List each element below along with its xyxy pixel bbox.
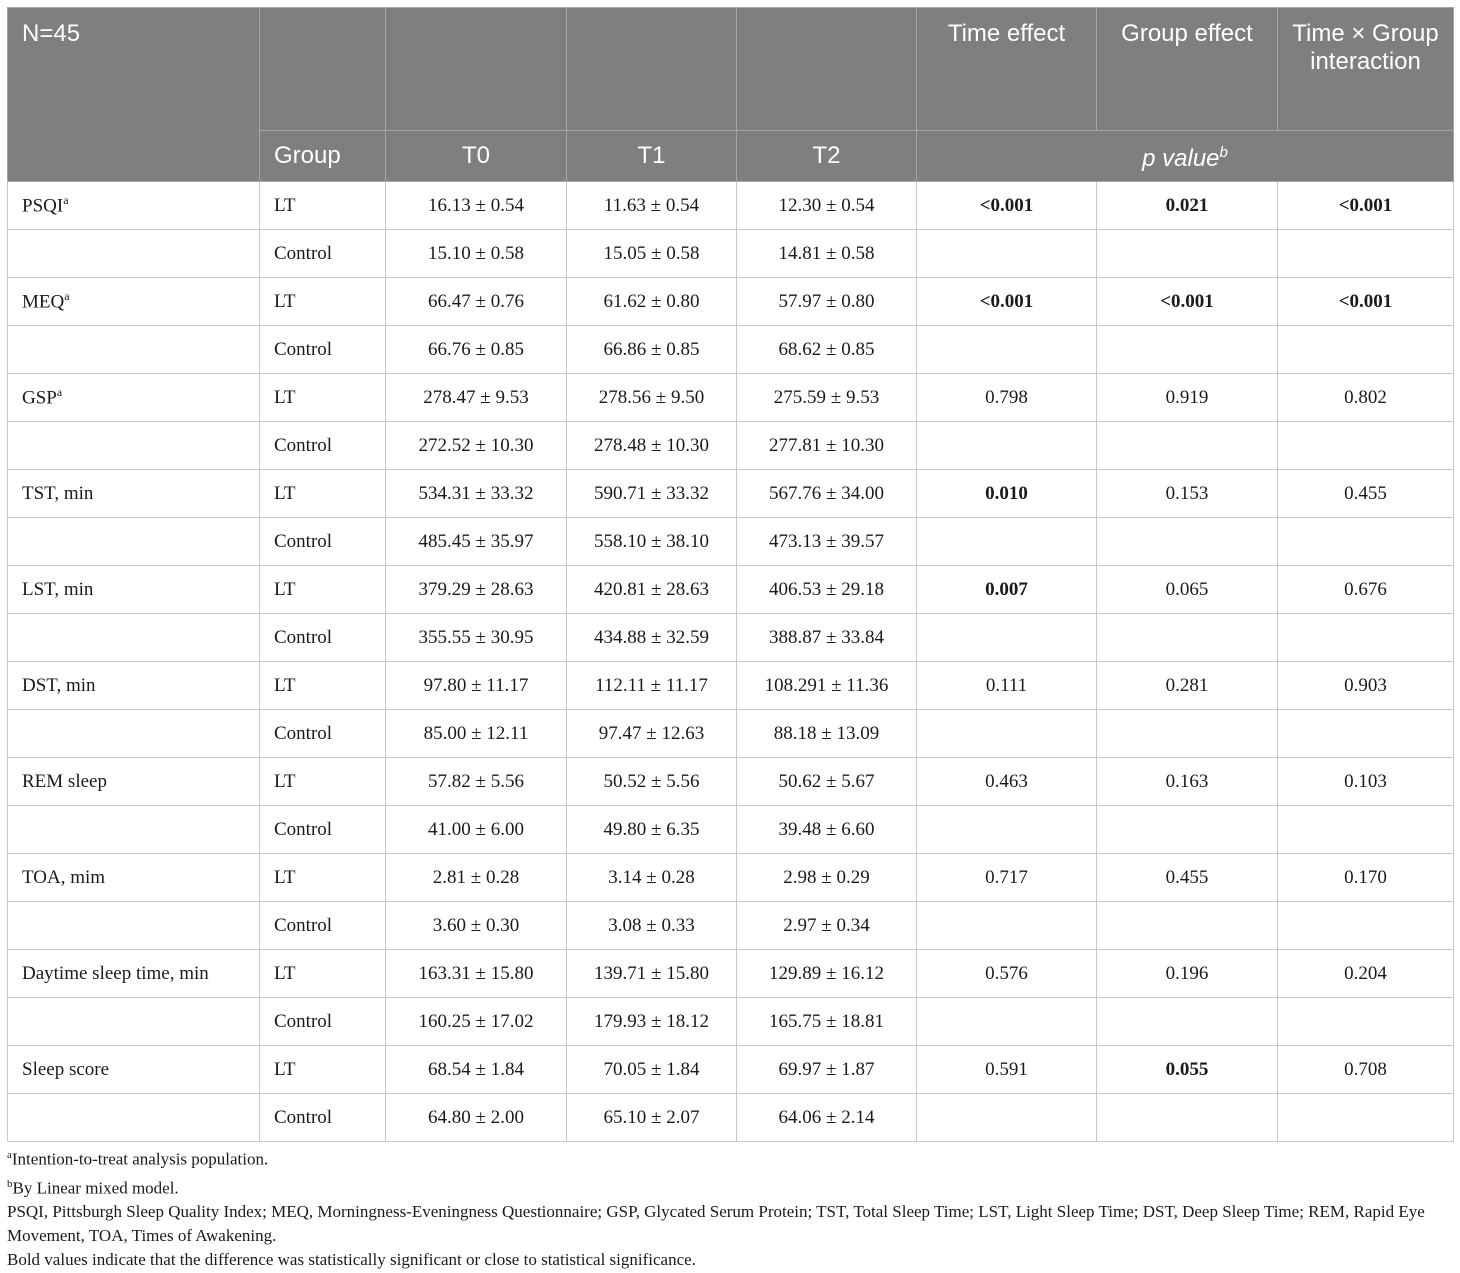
- table-row: [8, 1094, 1454, 1142]
- group-cell: LT: [260, 182, 386, 230]
- time-effect-cell-empty: [917, 326, 1097, 374]
- variable-cell-empty: [8, 518, 260, 566]
- t1-cell: 49.80 ± 6.35: [567, 806, 737, 854]
- group-effect-cell: 0.281: [1097, 662, 1278, 710]
- variable-cell-empty: [8, 422, 260, 470]
- t1-cell: 420.81 ± 28.63: [567, 566, 737, 614]
- table-row: [8, 854, 1454, 902]
- group-effect-cell: 0.196: [1097, 950, 1278, 998]
- t1-cell: 97.47 ± 12.63: [567, 710, 737, 758]
- time-effect-cell: 0.576: [917, 950, 1097, 998]
- t1-cell: 590.71 ± 33.32: [567, 470, 737, 518]
- t0-cell: 66.47 ± 0.76: [386, 278, 567, 326]
- variable-cell: [8, 758, 260, 806]
- footnote-a: [7, 1143, 1453, 1172]
- t0-cell: 355.55 ± 30.95: [386, 614, 567, 662]
- time-effect-cell: 0.111: [917, 662, 1097, 710]
- interaction-cell: <0.001: [1278, 278, 1454, 326]
- group-cell: Control: [260, 710, 386, 758]
- t2-cell: 12.30 ± 0.54: [737, 182, 917, 230]
- table-row: [8, 518, 1454, 566]
- time-effect-cell-empty: [917, 614, 1097, 662]
- t1-cell: 70.05 ± 1.84: [567, 1046, 737, 1094]
- group-effect-cell: 0.455: [1097, 854, 1278, 902]
- group-cell: Control: [260, 902, 386, 950]
- p-value-footnote-mark: b: [1219, 144, 1228, 161]
- group-cell: LT: [260, 470, 386, 518]
- table-row: [8, 374, 1454, 422]
- group-effect-cell-empty: [1097, 710, 1278, 758]
- variable-cell: [8, 278, 260, 326]
- footnote-b: [7, 1172, 1453, 1201]
- interaction-cell-empty: [1278, 710, 1454, 758]
- t2-cell: 69.97 ± 1.87: [737, 1046, 917, 1094]
- t1-cell: 50.52 ± 5.56: [567, 758, 737, 806]
- t1-cell: 11.63 ± 0.54: [567, 182, 737, 230]
- group-effect-cell-empty: [1097, 1094, 1278, 1142]
- header-t2: T2: [737, 131, 917, 182]
- header-t0: T0: [386, 131, 567, 182]
- variable-cell: [8, 662, 260, 710]
- group-effect-cell-empty: [1097, 326, 1278, 374]
- t0-cell: 3.60 ± 0.30: [386, 902, 567, 950]
- footnote-bold-note: Bold values indicate that the difference was statistically significant or close to statistical significance.: [7, 1250, 696, 1270]
- footnote-a-mark: a: [7, 1149, 12, 1161]
- interaction-cell-empty: [1278, 422, 1454, 470]
- header-spacer-t1: [567, 8, 737, 131]
- t1-cell: 434.88 ± 32.59: [567, 614, 737, 662]
- variable-cell: [8, 854, 260, 902]
- table-row: [8, 950, 1454, 998]
- time-effect-cell: 0.591: [917, 1046, 1097, 1094]
- t1-cell: 61.62 ± 0.80: [567, 278, 737, 326]
- footnote-b-text: By Linear mixed model.: [12, 1178, 179, 1198]
- variable-cell: [8, 1046, 260, 1094]
- t0-cell: 272.52 ± 10.30: [386, 422, 567, 470]
- group-cell: Control: [260, 326, 386, 374]
- header-group: Group: [260, 131, 386, 182]
- interaction-cell-empty: [1278, 902, 1454, 950]
- t0-cell: 379.29 ± 28.63: [386, 566, 567, 614]
- group-cell: Control: [260, 998, 386, 1046]
- variable-name: Sleep score: [22, 1058, 110, 1080]
- table-row: [8, 710, 1454, 758]
- interaction-cell: 0.802: [1278, 374, 1454, 422]
- t2-cell: 68.62 ± 0.85: [737, 326, 917, 374]
- group-cell: LT: [260, 662, 386, 710]
- t1-cell: 179.93 ± 18.12: [567, 998, 737, 1046]
- group-cell: LT: [260, 278, 386, 326]
- interaction-cell-empty: [1278, 806, 1454, 854]
- header-p-value: [917, 131, 1454, 182]
- p-value-label: p value: [1142, 145, 1220, 172]
- t0-cell: 41.00 ± 6.00: [386, 806, 567, 854]
- t0-cell: 160.25 ± 17.02: [386, 998, 567, 1046]
- t0-cell: 68.54 ± 1.84: [386, 1046, 567, 1094]
- group-cell: LT: [260, 374, 386, 422]
- group-effect-cell: 0.163: [1097, 758, 1278, 806]
- interaction-cell: 0.103: [1278, 758, 1454, 806]
- header-row-top: [8, 8, 1454, 131]
- results-table: [7, 7, 1454, 1142]
- group-cell: Control: [260, 422, 386, 470]
- interaction-cell-empty: [1278, 1094, 1454, 1142]
- header-spacer-group: [260, 8, 386, 131]
- variable-footnote-mark: a: [56, 385, 63, 400]
- t2-cell: 388.87 ± 33.84: [737, 614, 917, 662]
- header-interaction: Time × Group interaction: [1278, 8, 1454, 131]
- t2-cell: 108.291 ± 11.36: [737, 662, 917, 710]
- footnote-a-text: Intention-to-treat analysis population.: [11, 1149, 269, 1169]
- t1-cell: 558.10 ± 38.10: [567, 518, 737, 566]
- variable-cell-empty: [8, 998, 260, 1046]
- header-time-effect: Time effect: [917, 8, 1097, 131]
- interaction-cell: 0.708: [1278, 1046, 1454, 1094]
- interaction-cell: 0.903: [1278, 662, 1454, 710]
- time-effect-cell: 0.717: [917, 854, 1097, 902]
- group-effect-cell: 0.153: [1097, 470, 1278, 518]
- table-row: [8, 326, 1454, 374]
- variable-name: MEQ: [22, 291, 65, 313]
- t1-cell: 112.11 ± 11.17: [567, 662, 737, 710]
- t2-cell: 277.81 ± 10.30: [737, 422, 917, 470]
- t2-cell: 39.48 ± 6.60: [737, 806, 917, 854]
- variable-cell-empty: [8, 614, 260, 662]
- interaction-cell: 0.204: [1278, 950, 1454, 998]
- group-cell: Control: [260, 806, 386, 854]
- table-row: [8, 230, 1454, 278]
- t2-cell: 64.06 ± 2.14: [737, 1094, 917, 1142]
- table-row: [8, 806, 1454, 854]
- header-t1: T1: [567, 131, 737, 182]
- t0-cell: 57.82 ± 5.56: [386, 758, 567, 806]
- group-effect-cell-empty: [1097, 806, 1278, 854]
- variable-cell-empty: [8, 1094, 260, 1142]
- t2-cell: 88.18 ± 13.09: [737, 710, 917, 758]
- t0-cell: 163.31 ± 15.80: [386, 950, 567, 998]
- t1-cell: 66.86 ± 0.85: [567, 326, 737, 374]
- t2-cell: 50.62 ± 5.67: [737, 758, 917, 806]
- t0-cell: 485.45 ± 35.97: [386, 518, 567, 566]
- time-effect-cell: 0.798: [917, 374, 1097, 422]
- group-cell: Control: [260, 1094, 386, 1142]
- time-effect-cell-empty: [917, 422, 1097, 470]
- t1-cell: 278.48 ± 10.30: [567, 422, 737, 470]
- t1-cell: 3.14 ± 0.28: [567, 854, 737, 902]
- variable-cell: [8, 566, 260, 614]
- group-effect-cell: <0.001: [1097, 278, 1278, 326]
- group-effect-cell-empty: [1097, 614, 1278, 662]
- header-n: N=45: [8, 8, 260, 182]
- group-effect-cell-empty: [1097, 998, 1278, 1046]
- table-row: [8, 278, 1454, 326]
- time-effect-cell-empty: [917, 806, 1097, 854]
- header-group-effect: Group effect: [1097, 8, 1278, 131]
- time-effect-cell: <0.001: [917, 278, 1097, 326]
- variable-name: TOA, mim: [22, 866, 106, 888]
- interaction-cell: 0.170: [1278, 854, 1454, 902]
- table-row: [8, 182, 1454, 230]
- t2-cell: 406.53 ± 29.18: [737, 566, 917, 614]
- variable-cell-empty: [8, 326, 260, 374]
- table-row: [8, 998, 1454, 1046]
- table-body: [8, 182, 1454, 1142]
- t2-cell: 567.76 ± 34.00: [737, 470, 917, 518]
- t0-cell: 278.47 ± 9.53: [386, 374, 567, 422]
- t0-cell: 534.31 ± 33.32: [386, 470, 567, 518]
- t2-cell: 2.97 ± 0.34: [737, 902, 917, 950]
- interaction-cell: 0.676: [1278, 566, 1454, 614]
- variable-cell: [8, 470, 260, 518]
- variable-cell-empty: [8, 230, 260, 278]
- t0-cell: 16.13 ± 0.54: [386, 182, 567, 230]
- variable-name: TST, min: [22, 482, 94, 504]
- footnote-b-mark: b: [7, 1177, 13, 1190]
- group-cell: LT: [260, 758, 386, 806]
- variable-cell-empty: [8, 902, 260, 950]
- variable-cell-empty: [8, 806, 260, 854]
- variable-cell: [8, 374, 260, 422]
- header-spacer-t0: [386, 8, 567, 131]
- t2-cell: 275.59 ± 9.53: [737, 374, 917, 422]
- t2-cell: 2.98 ± 0.29: [737, 854, 917, 902]
- t0-cell: 85.00 ± 12.11: [386, 710, 567, 758]
- table-row: [8, 662, 1454, 710]
- interaction-cell-empty: [1278, 326, 1454, 374]
- t2-cell: 165.75 ± 18.81: [737, 998, 917, 1046]
- time-effect-cell-empty: [917, 710, 1097, 758]
- group-cell: LT: [260, 1046, 386, 1094]
- group-cell: LT: [260, 566, 386, 614]
- t0-cell: 2.81 ± 0.28: [386, 854, 567, 902]
- header-spacer-t2: [737, 8, 917, 131]
- interaction-cell-empty: [1278, 614, 1454, 662]
- table-row: [8, 614, 1454, 662]
- t2-cell: 14.81 ± 0.58: [737, 230, 917, 278]
- t0-cell: 66.76 ± 0.85: [386, 326, 567, 374]
- variable-cell: [8, 950, 260, 998]
- time-effect-cell: 0.010: [917, 470, 1097, 518]
- time-effect-cell: 0.463: [917, 758, 1097, 806]
- group-effect-cell-empty: [1097, 230, 1278, 278]
- group-cell: Control: [260, 518, 386, 566]
- t2-cell: 129.89 ± 16.12: [737, 950, 917, 998]
- t1-cell: 65.10 ± 2.07: [567, 1094, 737, 1142]
- group-cell: Control: [260, 614, 386, 662]
- time-effect-cell-empty: [917, 518, 1097, 566]
- t1-cell: 278.56 ± 9.50: [567, 374, 737, 422]
- interaction-cell: 0.455: [1278, 470, 1454, 518]
- variable-footnote-mark: a: [63, 193, 69, 208]
- interaction-cell: <0.001: [1278, 182, 1454, 230]
- table-row: [8, 422, 1454, 470]
- t1-cell: 139.71 ± 15.80: [567, 950, 737, 998]
- group-effect-cell: 0.065: [1097, 566, 1278, 614]
- t1-cell: 3.08 ± 0.33: [567, 902, 737, 950]
- variable-name: GSP: [22, 387, 57, 409]
- t0-cell: 64.80 ± 2.00: [386, 1094, 567, 1142]
- time-effect-cell-empty: [917, 902, 1097, 950]
- group-cell: LT: [260, 950, 386, 998]
- variable-name: DST, min: [22, 674, 96, 696]
- footnote-abbreviations: PSQI, Pittsburgh Sleep Quality Index; MEQ, Morningness-Eveningness Questionnaire; GSP, Glycated Serum Protein; TST, Total Sleep Time; LST, Light Sleep Time; DST, Deep Sleep Time; REM, Rapid Eye Movement, TOA, Times of Awakening.: [7, 1202, 1425, 1246]
- time-effect-cell: 0.007: [917, 566, 1097, 614]
- variable-cell-empty: [8, 710, 260, 758]
- interaction-cell-empty: [1278, 998, 1454, 1046]
- table-row: [8, 1046, 1454, 1094]
- table-row: [8, 758, 1454, 806]
- table-row: [8, 470, 1454, 518]
- time-effect-cell-empty: [917, 1094, 1097, 1142]
- table-footnotes: [7, 1143, 1453, 1272]
- group-effect-cell-empty: [1097, 422, 1278, 470]
- group-effect-cell-empty: [1097, 518, 1278, 566]
- variable-name: Daytime sleep time, min: [22, 962, 209, 984]
- interaction-cell-empty: [1278, 518, 1454, 566]
- variable-cell: [8, 182, 260, 230]
- variable-footnote-mark: a: [64, 289, 70, 304]
- time-effect-cell: <0.001: [917, 182, 1097, 230]
- variable-name: REM sleep: [22, 770, 107, 792]
- variable-name: PSQI: [22, 195, 64, 217]
- group-effect-cell-empty: [1097, 902, 1278, 950]
- t1-cell: 15.05 ± 0.58: [567, 230, 737, 278]
- interaction-cell-empty: [1278, 230, 1454, 278]
- time-effect-cell-empty: [917, 998, 1097, 1046]
- table-row: [8, 566, 1454, 614]
- table-row: [8, 902, 1454, 950]
- t2-cell: 473.13 ± 39.57: [737, 518, 917, 566]
- time-effect-cell-empty: [917, 230, 1097, 278]
- group-cell: LT: [260, 854, 386, 902]
- t2-cell: 57.97 ± 0.80: [737, 278, 917, 326]
- group-effect-cell: 0.021: [1097, 182, 1278, 230]
- t0-cell: 15.10 ± 0.58: [386, 230, 567, 278]
- group-effect-cell: 0.055: [1097, 1046, 1278, 1094]
- group-effect-cell: 0.919: [1097, 374, 1278, 422]
- t0-cell: 97.80 ± 11.17: [386, 662, 567, 710]
- group-cell: Control: [260, 230, 386, 278]
- variable-name: LST, min: [22, 578, 94, 600]
